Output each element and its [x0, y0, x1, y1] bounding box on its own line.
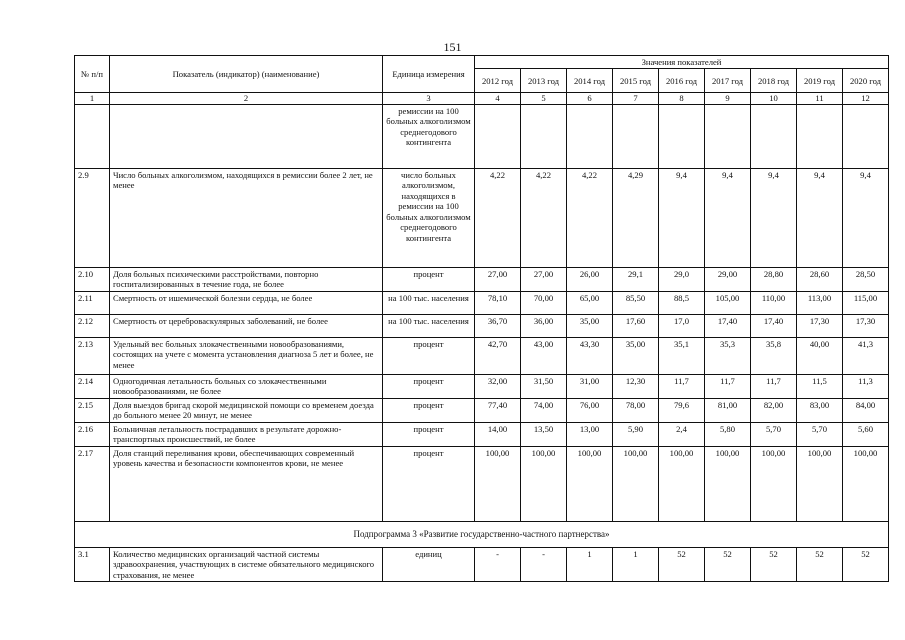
row-value: 28,50: [843, 267, 889, 291]
table-row: [75, 547, 889, 581]
row-indicator: Больничная летальность пострадавших в результате дорожно-транспортных происшествий, не более: [110, 422, 383, 446]
column-number: 12: [843, 93, 889, 104]
row-num: 2.14: [75, 374, 110, 398]
row-indicator: Доля выездов бригад скорой медицинской помощи со временем доезда до больного менее 20 минут, не менее: [110, 398, 383, 422]
row-indicator: Одногодичная летальность больных со злокачественными новообразованиями, не более: [110, 374, 383, 398]
row-value: 14,00: [475, 422, 521, 446]
column-number: 8: [659, 93, 705, 104]
header-year: 2018 год: [751, 69, 797, 93]
row-value: 100,00: [797, 446, 843, 521]
row-value: 81,00: [705, 398, 751, 422]
row-value: 29,0: [659, 267, 705, 291]
row-value: 17,30: [797, 314, 843, 337]
row-unit: на 100 тыс. населения: [383, 314, 475, 337]
row-value: 31,00: [567, 374, 613, 398]
row-value: [751, 104, 797, 168]
row-unit: ремиссии на 100 больных алкоголизмом среднегодового контингента: [383, 104, 475, 168]
row-value: 43,30: [567, 337, 613, 374]
row-value: 105,00: [705, 291, 751, 314]
row-unit: процент: [383, 267, 475, 291]
row-value: 9,4: [705, 168, 751, 267]
row-value: 13,50: [521, 422, 567, 446]
row-value: 77,40: [475, 398, 521, 422]
row-value: 52: [705, 547, 751, 581]
header-year: 2012 год: [475, 69, 521, 93]
row-value: 1: [613, 547, 659, 581]
row-value: 100,00: [613, 446, 659, 521]
row-value: 52: [843, 547, 889, 581]
row-num: 2.17: [75, 446, 110, 521]
row-value: 35,1: [659, 337, 705, 374]
row-value: 29,1: [613, 267, 659, 291]
header-unit: Единица измерения: [383, 56, 475, 93]
row-value: 113,00: [797, 291, 843, 314]
row-value: 83,00: [797, 398, 843, 422]
header-values: Значения показателей: [475, 56, 889, 69]
row-value: 5,90: [613, 422, 659, 446]
row-value: 4,22: [521, 168, 567, 267]
row-value: 42,70: [475, 337, 521, 374]
row-value: 100,00: [521, 446, 567, 521]
row-num: 2.10: [75, 267, 110, 291]
row-num: 2.16: [75, 422, 110, 446]
column-number: 4: [475, 93, 521, 104]
row-value: 5,80: [705, 422, 751, 446]
table-row: [75, 374, 889, 398]
row-unit: процент: [383, 374, 475, 398]
row-value: 11,3: [843, 374, 889, 398]
row-num: 3.1: [75, 547, 110, 581]
row-value: -: [521, 547, 567, 581]
header-year: 2016 год: [659, 69, 705, 93]
row-value: [659, 104, 705, 168]
header-indicator: Показатель (индикатор) (наименование): [110, 56, 383, 93]
row-value: 11,7: [659, 374, 705, 398]
row-value: 100,00: [659, 446, 705, 521]
column-number: 10: [751, 93, 797, 104]
row-value: 35,8: [751, 337, 797, 374]
column-number: 11: [797, 93, 843, 104]
row-value: 1: [567, 547, 613, 581]
row-indicator: Число больных алкоголизмом, находящихся в ремиссии более 2 лет, не менее: [110, 168, 383, 267]
row-value: 82,00: [751, 398, 797, 422]
row-value: 100,00: [705, 446, 751, 521]
row-value: 17,40: [705, 314, 751, 337]
row-indicator: Доля больных психическими расстройствами, повторно госпитализированных в течение года, не более: [110, 267, 383, 291]
row-value: 28,60: [797, 267, 843, 291]
row-value: [843, 104, 889, 168]
row-value: 85,50: [613, 291, 659, 314]
row-value: 17,30: [843, 314, 889, 337]
table-row: [75, 104, 889, 168]
row-value: 100,00: [475, 446, 521, 521]
row-value: 52: [797, 547, 843, 581]
row-num: [75, 104, 110, 168]
row-num: 2.12: [75, 314, 110, 337]
header-year: 2017 год: [705, 69, 751, 93]
row-value: 9,4: [659, 168, 705, 267]
row-value: 76,00: [567, 398, 613, 422]
row-value: 35,00: [613, 337, 659, 374]
header-year: 2019 год: [797, 69, 843, 93]
row-value: 5,60: [843, 422, 889, 446]
row-value: 5,70: [751, 422, 797, 446]
row-indicator: Смертность от ишемической болезни сердца, не более: [110, 291, 383, 314]
row-value: 31,50: [521, 374, 567, 398]
row-unit: процент: [383, 398, 475, 422]
row-value: 27,00: [475, 267, 521, 291]
row-value: 9,4: [751, 168, 797, 267]
row-value: 11,5: [797, 374, 843, 398]
row-value: 100,00: [843, 446, 889, 521]
row-value: 65,00: [567, 291, 613, 314]
header-year: 2014 год: [567, 69, 613, 93]
row-num: 2.9: [75, 168, 110, 267]
column-number: 6: [567, 93, 613, 104]
header-year: 2015 год: [613, 69, 659, 93]
row-value: [705, 104, 751, 168]
row-value: 78,00: [613, 398, 659, 422]
table-row: [75, 314, 889, 337]
column-number: 5: [521, 93, 567, 104]
header-year: 2020 год: [843, 69, 889, 93]
row-unit: процент: [383, 422, 475, 446]
row-value: 84,00: [843, 398, 889, 422]
row-value: 4,29: [613, 168, 659, 267]
column-number: 9: [705, 93, 751, 104]
row-value: 100,00: [751, 446, 797, 521]
row-value: 36,00: [521, 314, 567, 337]
row-indicator: Количество медицинских организаций частной системы здравоохранения, участвующих в системе обязательного медицинского страхования, не менее: [110, 547, 383, 581]
row-value: 28,80: [751, 267, 797, 291]
row-value: 2,4: [659, 422, 705, 446]
row-value: 36,70: [475, 314, 521, 337]
header-year: 2013 год: [521, 69, 567, 93]
column-number: 1: [75, 93, 110, 104]
row-value: 41,3: [843, 337, 889, 374]
row-num: 2.13: [75, 337, 110, 374]
table-row: [75, 291, 889, 314]
row-value: 115,00: [843, 291, 889, 314]
row-value: 78,10: [475, 291, 521, 314]
page-number: 151: [443, 40, 462, 54]
row-value: 70,00: [521, 291, 567, 314]
row-value: 17,40: [751, 314, 797, 337]
indicators-table: [74, 55, 889, 582]
row-value: 17,0: [659, 314, 705, 337]
row-num: 2.11: [75, 291, 110, 314]
row-value: 100,00: [567, 446, 613, 521]
column-number: 7: [613, 93, 659, 104]
row-value: 35,00: [567, 314, 613, 337]
column-number: 3: [383, 93, 475, 104]
row-value: 88,5: [659, 291, 705, 314]
subprogram-title: Подпрограмма 3 «Развитие государственно-частного партнерства»: [75, 521, 889, 547]
table-row: [75, 446, 889, 521]
row-value: 12,30: [613, 374, 659, 398]
row-unit: процент: [383, 446, 475, 521]
row-indicator: Доля станций переливания крови, обеспечивающих современный уровень качества и безопасности компонентов крови, не менее: [110, 446, 383, 521]
row-value: -: [475, 547, 521, 581]
row-value: 32,00: [475, 374, 521, 398]
row-indicator: [110, 104, 383, 168]
row-unit: единиц: [383, 547, 475, 581]
row-value: 9,4: [797, 168, 843, 267]
row-value: 43,00: [521, 337, 567, 374]
row-value: 11,7: [705, 374, 751, 398]
row-value: 40,00: [797, 337, 843, 374]
table-row: [75, 398, 889, 422]
row-value: 52: [659, 547, 705, 581]
row-value: 29,00: [705, 267, 751, 291]
row-value: [613, 104, 659, 168]
row-value: 4,22: [567, 168, 613, 267]
row-indicator: Удельный вес больных злокачественными новообразованиями, состоящих на учете с момента установления диагноза 5 лет и более, не менее: [110, 337, 383, 374]
row-value: 9,4: [843, 168, 889, 267]
row-indicator: Смертность от цереброваскулярных заболеваний, не более: [110, 314, 383, 337]
row-value: 52: [751, 547, 797, 581]
row-value: 5,70: [797, 422, 843, 446]
column-number: 2: [110, 93, 383, 104]
row-value: 26,00: [567, 267, 613, 291]
row-value: [521, 104, 567, 168]
row-value: [475, 104, 521, 168]
row-value: [567, 104, 613, 168]
row-unit: на 100 тыс. населения: [383, 291, 475, 314]
table-row: [75, 337, 889, 374]
row-num: 2.15: [75, 398, 110, 422]
row-value: 79,6: [659, 398, 705, 422]
row-value: 17,60: [613, 314, 659, 337]
row-unit: процент: [383, 337, 475, 374]
row-value: 110,00: [751, 291, 797, 314]
row-unit: число больных алкоголизмом, находящихся в ремиссии на 100 больных алкоголизмом среднегодового контингента: [383, 168, 475, 267]
table-row: [75, 422, 889, 446]
row-value: 13,00: [567, 422, 613, 446]
row-value: [797, 104, 843, 168]
row-value: 27,00: [521, 267, 567, 291]
table-row: [75, 267, 889, 291]
row-value: 35,3: [705, 337, 751, 374]
header-num: № п/п: [75, 56, 110, 93]
row-value: 4,22: [475, 168, 521, 267]
table-row: [75, 168, 889, 267]
row-value: 74,00: [521, 398, 567, 422]
row-value: 11,7: [751, 374, 797, 398]
